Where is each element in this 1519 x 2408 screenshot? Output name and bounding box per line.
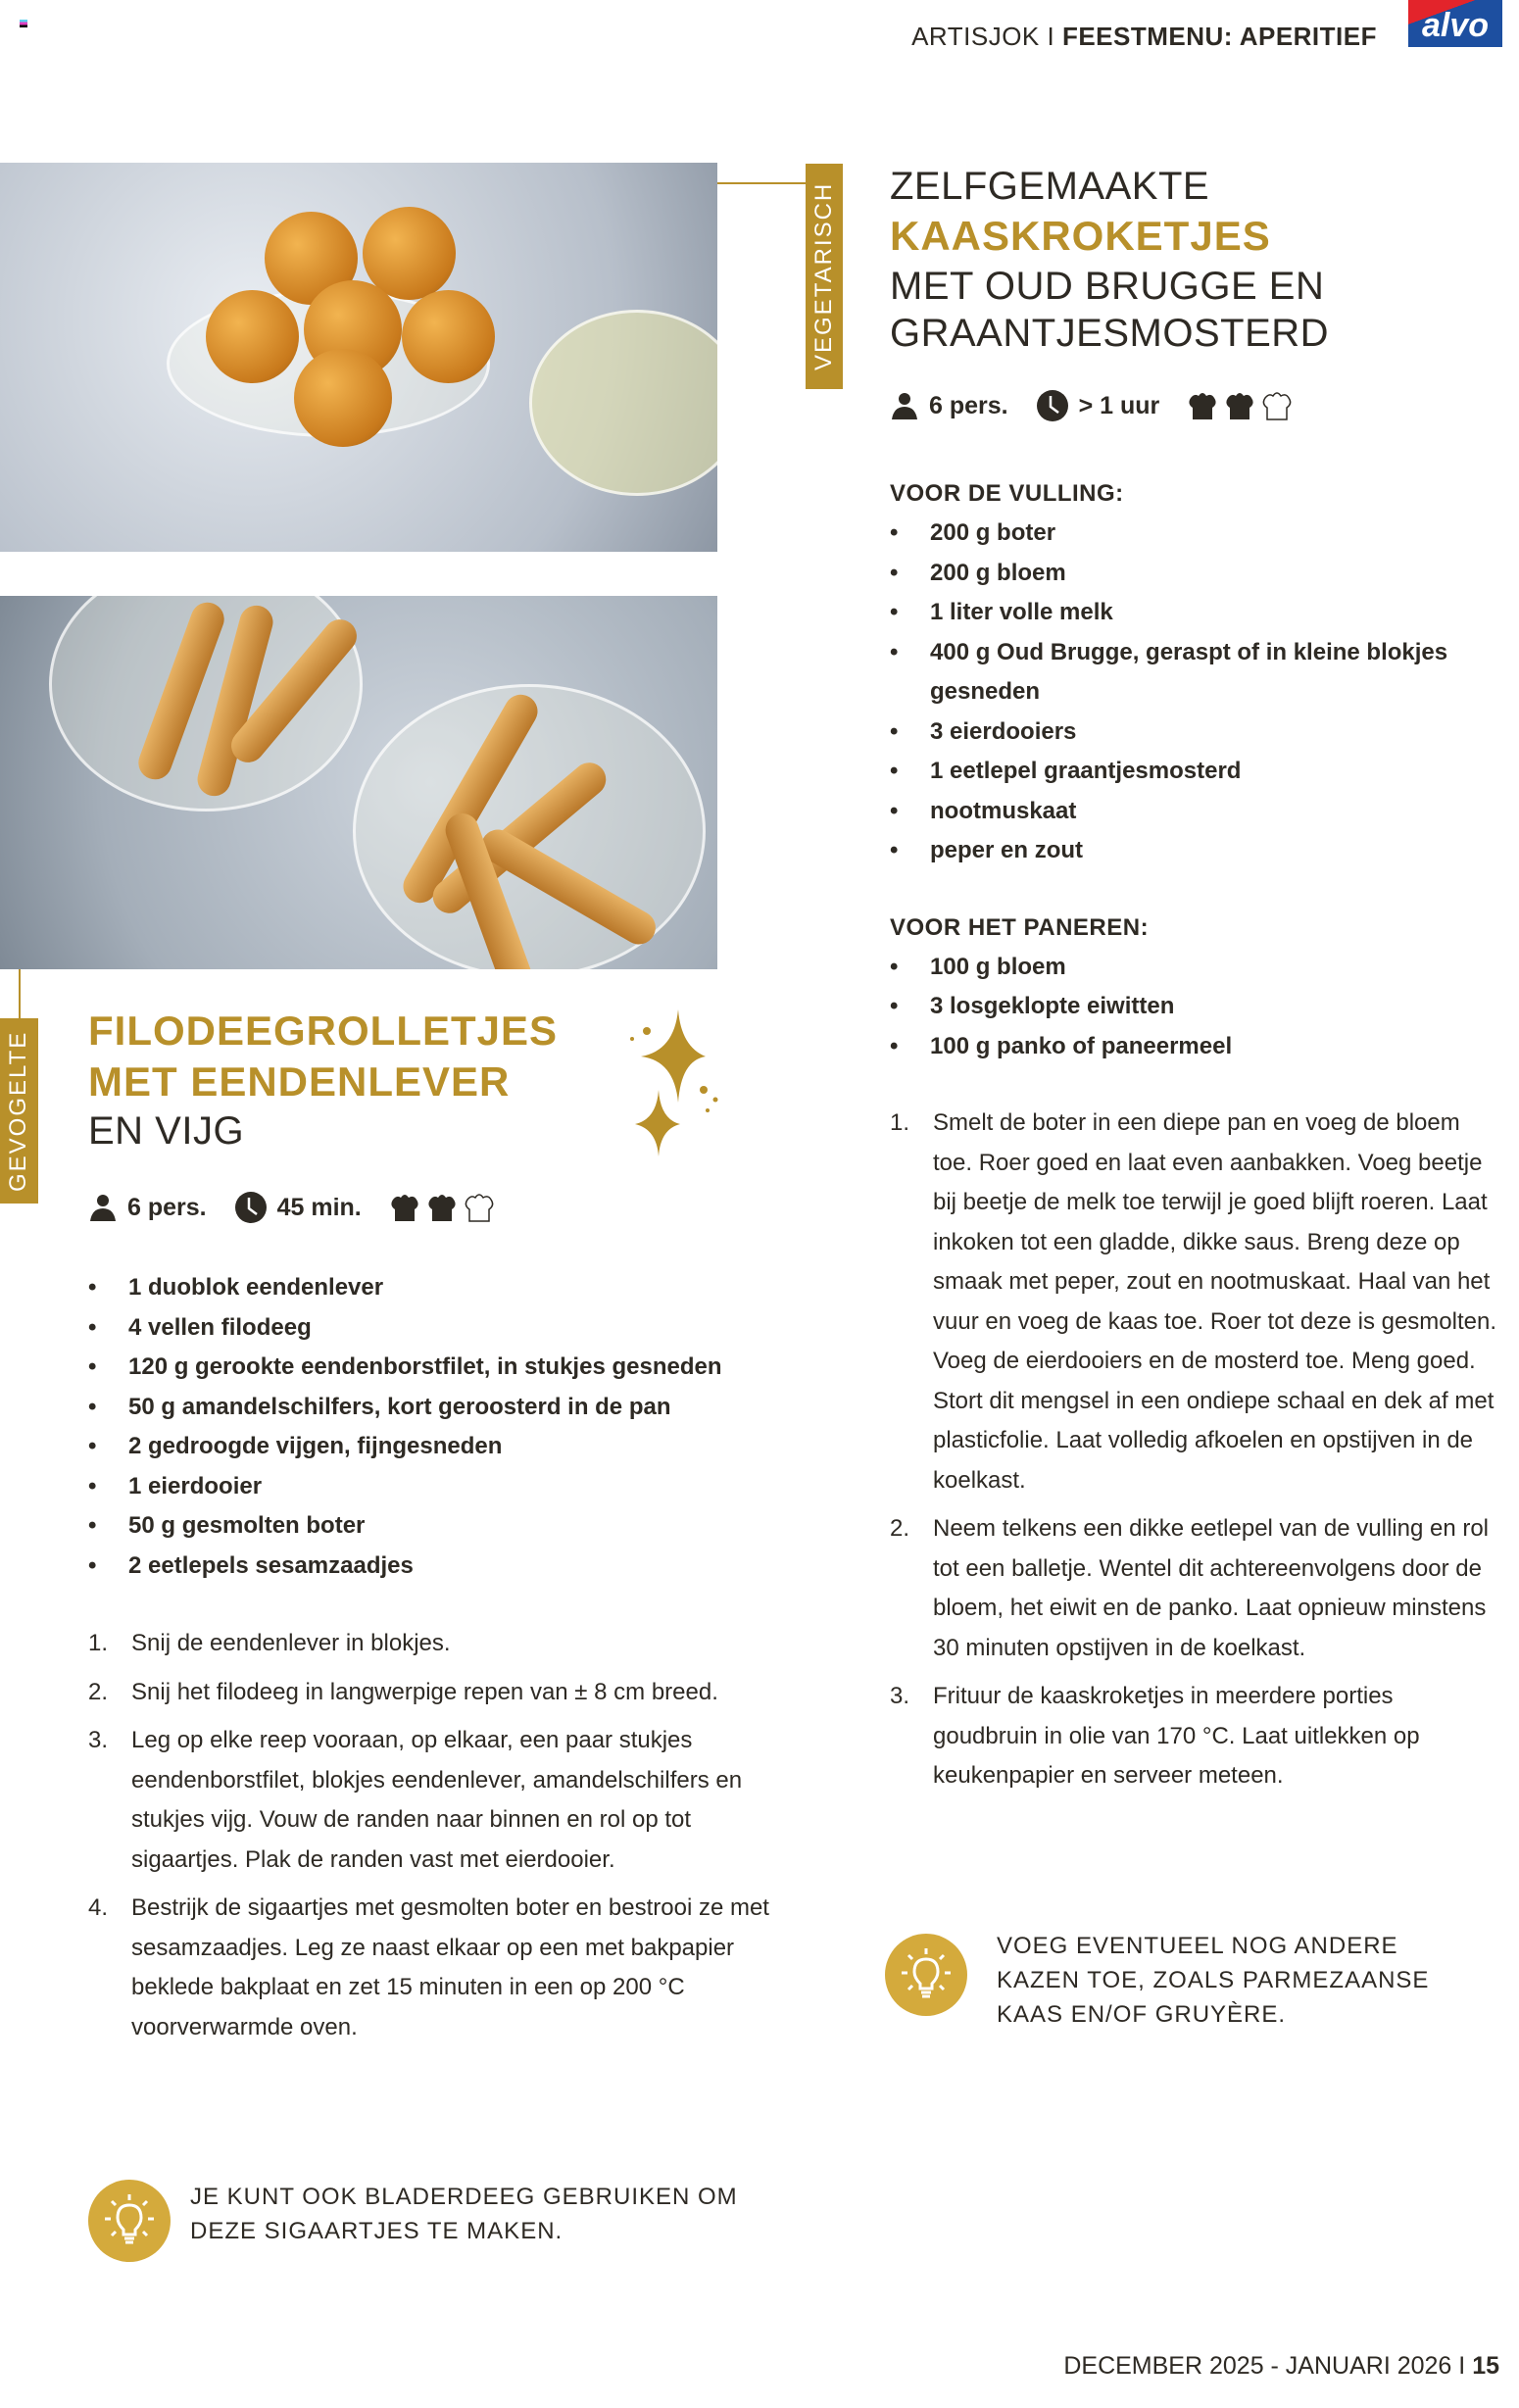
- ingredient-item: • 1 eierdooier: [88, 1467, 774, 1507]
- ingredient-item: • 2 eetlepels sesamzaadjes: [88, 1547, 774, 1587]
- clock-icon: [1036, 389, 1069, 422]
- ingredient-item: • 3 eierdooiers: [890, 713, 1497, 753]
- header-title: FEESTMENU: APERITIEF: [1061, 22, 1377, 51]
- filodeegrolletjes-photo: [0, 596, 717, 969]
- difficulty-rating: [389, 1192, 495, 1223]
- ingredient-item: • 3 losgeklopte eiwitten: [890, 987, 1497, 1027]
- ingredient-list: [88, 1268, 774, 1586]
- issue-date: DECEMBER 2025 - JANUARI 2026 I: [1063, 2352, 1466, 2380]
- chef-hat-filled-icon: [1224, 390, 1255, 421]
- instruction-step: [88, 1889, 774, 2047]
- page-header: [911, 22, 1377, 52]
- step-number: 1.: [890, 1109, 910, 1136]
- recipe-title: [88, 1006, 558, 1155]
- step-number: 2.: [890, 1515, 910, 1542]
- ingredient-item: • 50 g amandelschilfers, kort geroosterd in de pan: [88, 1388, 774, 1428]
- title-highlight: MET EENDENLEVER: [88, 1058, 511, 1105]
- page-number: 15: [1472, 2352, 1499, 2380]
- prep-time: > 1 uur: [1078, 391, 1160, 419]
- instruction-step: [890, 1677, 1502, 1796]
- chef-hat-filled-icon: [1187, 390, 1218, 421]
- instruction-steps: [890, 1104, 1502, 1805]
- ingredients: [890, 474, 1497, 1066]
- person-icon: [890, 391, 919, 420]
- servings: 6 pers.: [929, 391, 1008, 419]
- alvo-logo: alvo: [1408, 0, 1502, 47]
- header-section: ARTISJOK I: [911, 22, 1055, 51]
- ingredient-item: • 200 g bloem: [890, 554, 1497, 594]
- ingredient-item: • peper en zout: [890, 831, 1497, 871]
- sparkle-decoration-icon: [627, 1009, 725, 1156]
- ingredient-list: [890, 514, 1497, 871]
- tip-text: VOEG EVENTUEEL NOG ANDERE KAZEN TOE, ZOALS PARMEZAANSE KAAS EN/OF GRUYÈRE.: [997, 1933, 1430, 2028]
- category-tag-gevogelte: GEVOGELTE: [0, 1018, 38, 1204]
- prep-time: 45 min.: [276, 1193, 362, 1221]
- title-highlight: KAASKROKETJES: [890, 213, 1271, 259]
- title-line: GRAANTJESMOSTERD: [890, 312, 1330, 355]
- ingredient-item: • nootmuskaat: [890, 792, 1497, 832]
- step-text: Frituur de kaaskroketjes in meerdere porties goudbruin in olie van 170 °C. Laat uitlekken op keukenpapier en serveer meteen.: [933, 1683, 1420, 1789]
- chef-hat-filled-icon: [426, 1192, 458, 1223]
- instruction-step: [88, 1721, 774, 1880]
- chef-hat-filled-icon: [389, 1192, 420, 1223]
- step-number: 4.: [88, 1894, 109, 1921]
- kaaskroketjes-photo: [0, 163, 717, 552]
- difficulty-rating: [1187, 390, 1293, 421]
- ingredient-item: • 100 g bloem: [890, 948, 1497, 988]
- instruction-step: [890, 1509, 1502, 1668]
- tag-connector-line: [19, 969, 21, 1018]
- ingredient-item: • 400 g Oud Brugge, geraspt of in kleine blokjes gesneden: [890, 633, 1497, 713]
- page-footer: [1063, 2352, 1499, 2381]
- title-highlight: FILODEEGROLLETJES: [88, 1007, 559, 1054]
- ingredient-list: [890, 948, 1497, 1067]
- step-text: Leg op elke reep vooraan, op elkaar, een paar stukjes eendenborstfilet, blokjes eendenlever, amandelschilfers en stukjes vijg. Vouw de randen naar binnen en rol op tot sigaartjes. Plak de randen vast met eierdooier.: [131, 1727, 743, 1873]
- section-heading: VOOR HET PANEREN:: [890, 913, 1150, 941]
- step-text: Snij de eendenlever in blokjes.: [131, 1630, 451, 1656]
- instruction-step: [890, 1104, 1502, 1500]
- step-text: Bestrijk de sigaartjes met gesmolten boter en bestrooi ze met sesamzaadjes. Leg ze naast elkaar op een met bakpapier beklede bakplaat en zet 15 minuten in een op 200 °C voorverwarmde oven.: [131, 1894, 769, 2040]
- title-line: EN VIJG: [88, 1109, 245, 1153]
- section-heading: VOOR DE VULLING:: [890, 480, 1124, 507]
- person-icon: [88, 1193, 118, 1222]
- ingredient-item: • 200 g boter: [890, 514, 1497, 554]
- instruction-step: [88, 1624, 774, 1664]
- recipe-meta: [890, 389, 1293, 422]
- ingredient-item: • 4 vellen filodeeg: [88, 1308, 774, 1349]
- chef-hat-outline-icon: [464, 1192, 495, 1223]
- ingredient-item: • 100 g panko of paneermeel: [890, 1027, 1497, 1067]
- clock-icon: [234, 1191, 268, 1224]
- title-line: MET OUD BRUGGE EN: [890, 265, 1325, 308]
- ingredient-item: • 2 gedroogde vijgen, fijngesneden: [88, 1427, 774, 1467]
- lightbulb-icon: [885, 1934, 967, 2016]
- category-tag-vegetarisch: VEGETARISCH: [806, 164, 843, 389]
- ingredient-item: • 1 eetlepel graantjesmosterd: [890, 752, 1497, 792]
- lightbulb-icon: [88, 2180, 171, 2262]
- print-registration-mark: [20, 20, 27, 27]
- chef-hat-outline-icon: [1261, 390, 1293, 421]
- step-number: 1.: [88, 1630, 109, 1656]
- step-number: 2.: [88, 1678, 109, 1705]
- recipe-meta: [88, 1191, 495, 1224]
- ingredient-item: • 1 liter volle melk: [890, 593, 1497, 633]
- step-text: Smelt de boter in een diepe pan en voeg de bloem toe. Roer goed en laat even aanbakken. Voeg beetje bij beetje de melk toe terwijl je goed blijft roeren. Laat inkoken tot een gladde, dikke saus. Breng deze op smaak met peper, zout en nootmuskaat. Haal van het vuur en voeg de kaas toe. Roer tot deze is gesmolten. Voeg de eierdooiers en de mosterd toe. Meng goed. Stort dit mengsel in een ondiepe schaal en dek af met plasticfolie. Laat volledig afkoelen en opstijven in de koelkast.: [933, 1109, 1497, 1494]
- tip-text: JE KUNT OOK BLADERDEEG GEBRUIKEN OM DEZE SIGAARTJES TE MAKEN.: [190, 2184, 738, 2244]
- servings: 6 pers.: [127, 1193, 207, 1221]
- instruction-step: [88, 1673, 774, 1713]
- step-text: Neem telkens een dikke eetlepel van de vulling en rol tot een balletje. Wentel dit achtereenvolgens door de bloem, het eiwit en de panko. Laat opnieuw minstens 30 minuten opstijven in de koelkast.: [933, 1515, 1490, 1661]
- step-text: Snij het filodeeg in langwerpige repen van ± 8 cm breed.: [131, 1678, 718, 1705]
- ingredient-item: • 50 g gesmolten boter: [88, 1506, 774, 1547]
- recipe-title: [890, 163, 1329, 357]
- ingredient-item: • 120 g gerookte eendenborstfilet, in stukjes gesneden: [88, 1348, 774, 1388]
- ingredient-item: • 1 duoblok eendenlever: [88, 1268, 774, 1308]
- step-number: 3.: [890, 1683, 910, 1709]
- title-line: ZELFGEMAAKTE: [890, 165, 1210, 208]
- instruction-steps: [88, 1624, 774, 2056]
- tag-connector-line: [717, 182, 806, 184]
- step-number: 3.: [88, 1727, 109, 1753]
